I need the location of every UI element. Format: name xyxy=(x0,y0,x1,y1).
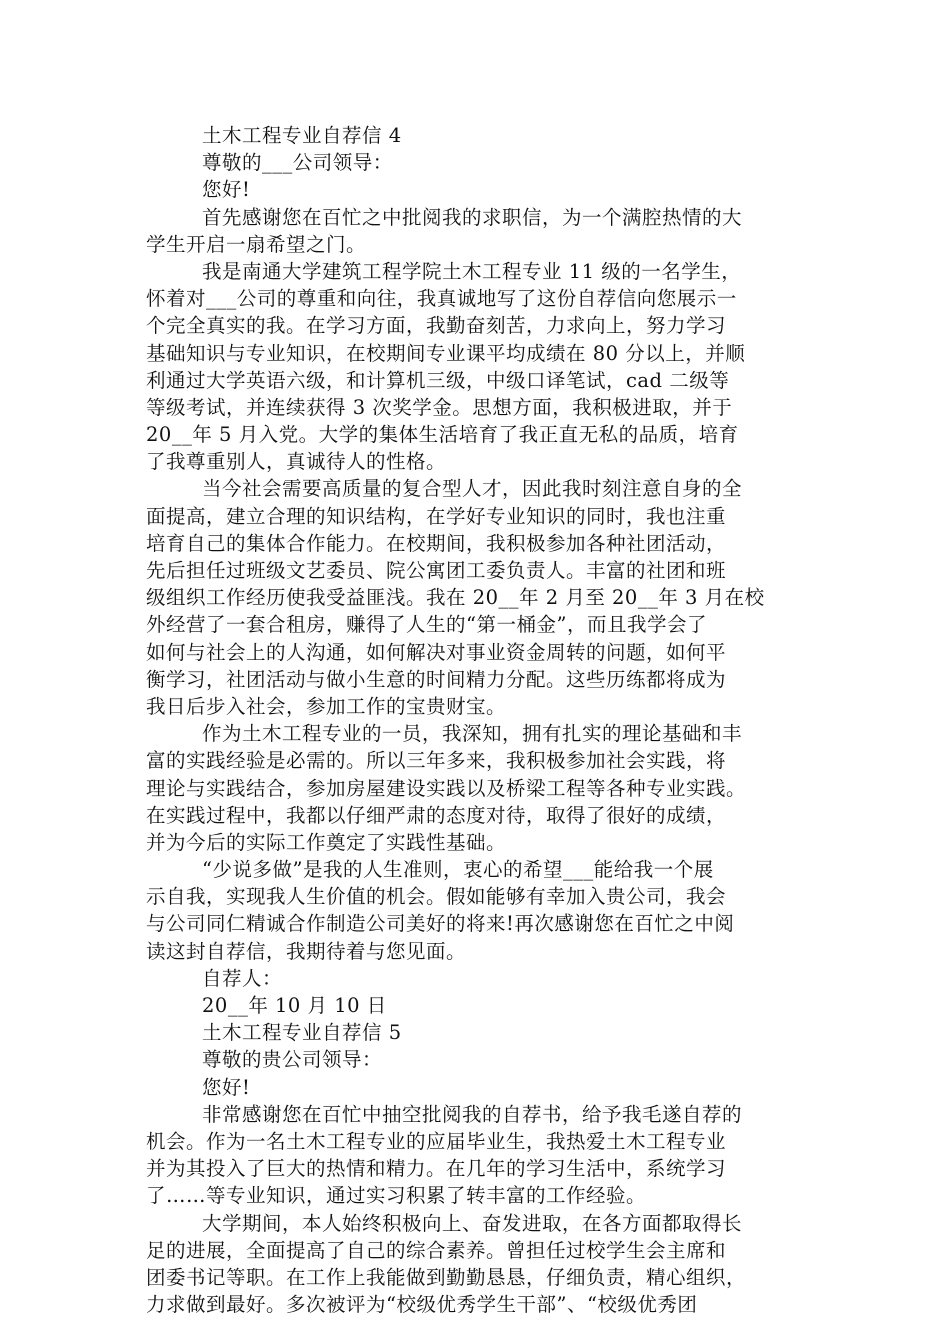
text-line: 非常感谢您在百忙中抽空批阅我的自荐书，给予我毛遂自荐的 xyxy=(202,1102,743,1126)
text-line: 理论与实践结合，参加房屋建设实践以及桥梁工程等各种专业实践。 xyxy=(146,776,747,800)
text-line: 怀着对___公司的尊重和向往，我真诚地写了这份自荐信向您展示一 xyxy=(146,287,737,311)
text-line: 面提高，建立合理的知识结构，在学好专业知识的同时，我也注重 xyxy=(146,504,727,528)
text-line: 尊敬的___公司领导： xyxy=(202,151,393,175)
text-line: 先后担任过班级文艺委员、院公寓团工委负责人。丰富的社团和班 xyxy=(146,559,727,582)
text-line: 培育自己的集体合作能力。在校期间，我积极参加各种社团活动， xyxy=(146,531,727,555)
text-line: 与公司同仁精诚合作制造公司美好的将来!再次感谢您在百忙之中阅 xyxy=(146,912,735,936)
text-line: 级组织工作经历使我受益匪浅。我在 20__年 2 月至 20__年 3 月在校 xyxy=(146,586,765,610)
text-line: 在实践过程中，我都以仔细严肃的态度对待，取得了很好的成绩， xyxy=(146,803,727,827)
text-line: 读这封自荐信，我期待着与您见面。 xyxy=(146,939,467,963)
text-line: 机会。作为一名土木工程专业的应届毕业生，我热爱土木工程专业 xyxy=(146,1129,727,1153)
text-line: 衡学习，社团活动与做小生意的时间精力分配。这些历练都将成为 xyxy=(146,667,727,691)
text-line: 土木工程专业自荐信 4 xyxy=(202,124,402,147)
text-line: 了我尊重别人，真诚待人的性格。 xyxy=(146,450,447,474)
text-line: 20__年 10 月 10 日 xyxy=(202,994,387,1017)
text-line: 基础知识与专业知识，在校期间专业课平均成绩在 80 分以上，并顺 xyxy=(146,341,746,365)
text-line: 富的实践经验是必需的。所以三年多来，我积极参加社会实践，将 xyxy=(146,749,727,773)
text-line: 力求做到最好。多次被评为“校级优秀学生干部”、“校级优秀团 xyxy=(146,1293,698,1317)
text-line: 了……等专业知识，通过实习积累了转丰富的工作经验。 xyxy=(146,1184,647,1208)
text-line: 大学期间，本人始终积极向上、奋发进取，在各方面都取得长 xyxy=(202,1211,743,1235)
text-line: 个完全真实的我。在学习方面，我勤奋刻苦，力求向上，努力学习 xyxy=(146,314,727,338)
text-line: 团委书记等职。在工作上我能做到勤勤恳恳，仔细负责，精心组织， xyxy=(146,1265,747,1289)
text-line: 我日后步入社会，参加工作的宝贵财宝。 xyxy=(146,694,507,718)
text-line: 利通过大学英语六级，和计算机三级，中级口译笔试，cad 二级等 xyxy=(146,368,730,392)
text-line: 您好! xyxy=(202,178,251,202)
text-line: 示自我，实现我人生价值的机会。假如能够有幸加入贵公司，我会 xyxy=(146,885,727,909)
text-line: 如何与社会上的人沟通，如何解决对事业资金周转的问题，如何平 xyxy=(146,640,727,664)
text-line: 当今社会需要高质量的复合型人才，因此我时刻注意自身的全 xyxy=(202,477,743,501)
text-line: 并为今后的实际工作奠定了实践性基础。 xyxy=(146,830,507,854)
text-line: 尊敬的贵公司领导： xyxy=(202,1048,383,1072)
text-line: 我是南通大学建筑工程学院土木工程专业 11 级的一名学生， xyxy=(202,259,742,283)
text-line: 足的进展，全面提高了自己的综合素养。曾担任过校学生会主席和 xyxy=(146,1238,727,1262)
text-line: 等级考试，并连续获得 3 次奖学金。思想方面，我积极进取，并于 xyxy=(146,395,733,419)
text-line: 并为其投入了巨大的热情和精力。在几年的学习生活中，系统学习 xyxy=(146,1157,727,1181)
document-body xyxy=(146,122,816,1318)
text-line: “少说多做”是我的人生准则，衷心的希望___能给我一个展 xyxy=(202,858,714,882)
text-line: 20__年 5 月入党。大学的集体生活培育了我正直无私的品质，培育 xyxy=(146,423,739,447)
text-line: 学生开启一扇希望之门。 xyxy=(146,232,367,256)
text-line: 首先感谢您在百忙之中批阅我的求职信，为一个满腔热情的大 xyxy=(202,205,743,229)
text-line: 自荐人： xyxy=(202,966,283,990)
text-line: 作为土木工程专业的一员，我深知，拥有扎实的理论基础和丰 xyxy=(202,722,743,746)
text-line: 外经营了一套合租房，赚得了人生的“第一桶金”，而且我学会了 xyxy=(146,613,707,637)
text-line: 土木工程专业自荐信 5 xyxy=(202,1021,402,1045)
text-line: 您好! xyxy=(202,1075,251,1099)
